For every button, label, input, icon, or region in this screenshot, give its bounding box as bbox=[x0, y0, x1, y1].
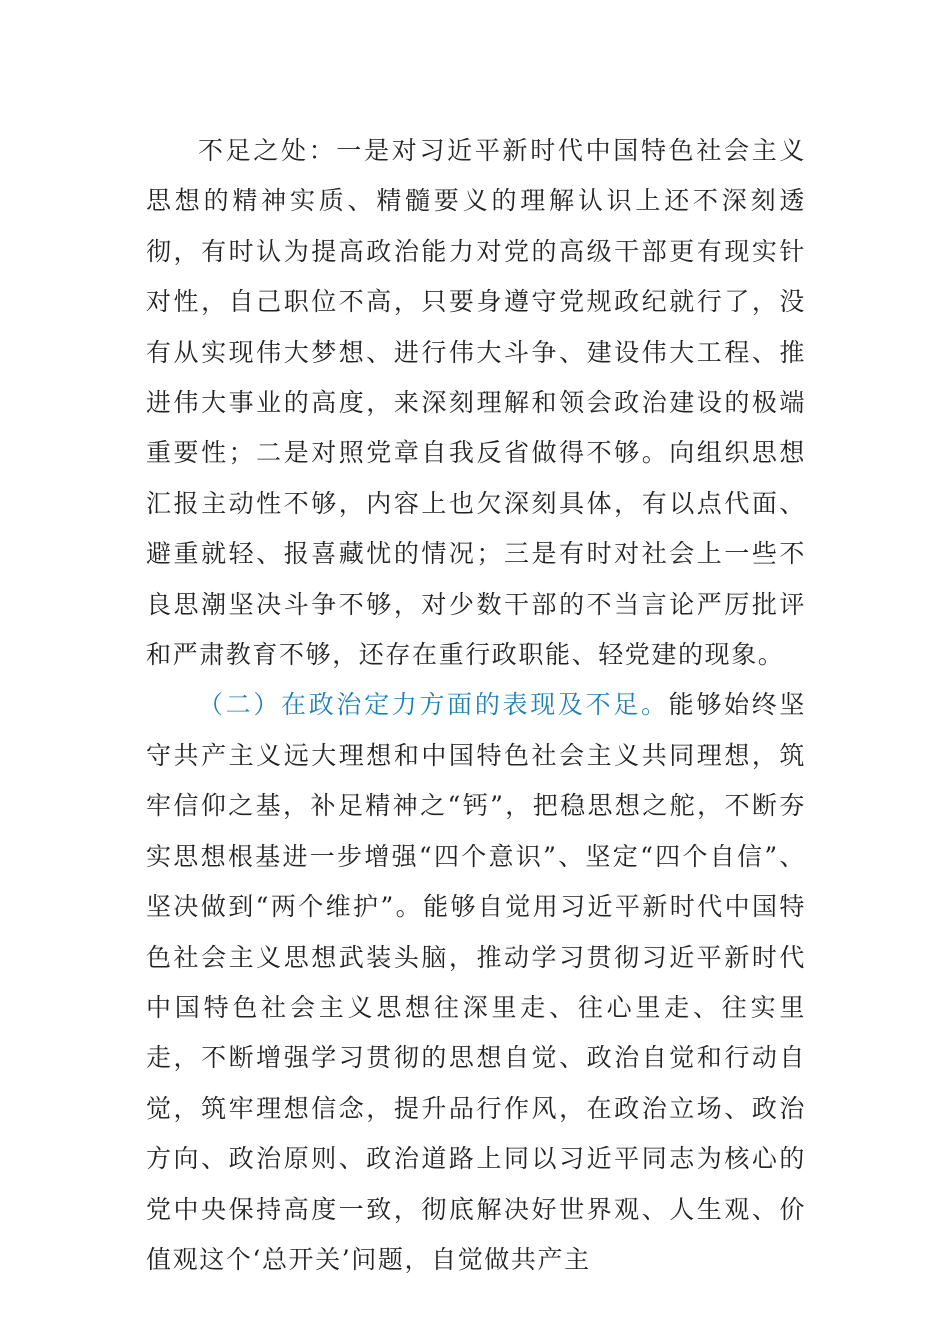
section-heading: （二）在政治定力方面的表现及不足。 bbox=[198, 690, 669, 720]
paragraph-text: 不足之处：一是对习近平新时代中国特色社会主义思想的精神实质、精髓要义的理解认识上还不深刻透彻，有时认为提高政治能力对党的高级干部更有现实针对性，自己职位不高，只要身遵守党规政纪就行了，没有从实现伟大梦想、进行伟大斗争、建设伟大工程、推进伟大事业的高度，来深刻理解和领会政治建设的极端重要性；二是对照党章自我反省做得不够。向组织思想汇报主动性不够，内容上也欠深刻具体，有以点代面、避重就轻、报喜藏忧的情况；三是有时对社会上一些不良思潮坚决斗争不够，对少数干部的不当言论严厉批评和严肃教育不够，还存在重行政职能、轻党建的现象。 bbox=[146, 136, 806, 670]
paragraph-text: 能够始终坚守共产主义远大理想和中国特色社会主义共同理想，筑牢信仰之基，补足精神之“钙”，把稳思想之舵，不断夯实思想根基进一步增强“四个意识”、坚定“四个自信”、坚决做到“两个维护”。能够自觉用习近平新时代中国特色社会主义思想武装头脑，推动学习贯彻习近平新时代中国特色社会主义思想往深里走、往心里走、往实里走，不断增强学习贯彻的思想自觉、政治自觉和行动自觉，筑牢理想信念，提升品行作风，在政治立场、政治方向、政治原则、政治道路上同以习近平同志为核心的党中央保持高度一致，彻底解决好世界观、人生观、价值观这个‘总开关’问题，自觉做共产主 bbox=[146, 690, 806, 1274]
document-body bbox=[146, 126, 806, 1285]
paragraph-political-resolve bbox=[146, 680, 806, 1285]
paragraph-shortcomings bbox=[146, 126, 806, 680]
